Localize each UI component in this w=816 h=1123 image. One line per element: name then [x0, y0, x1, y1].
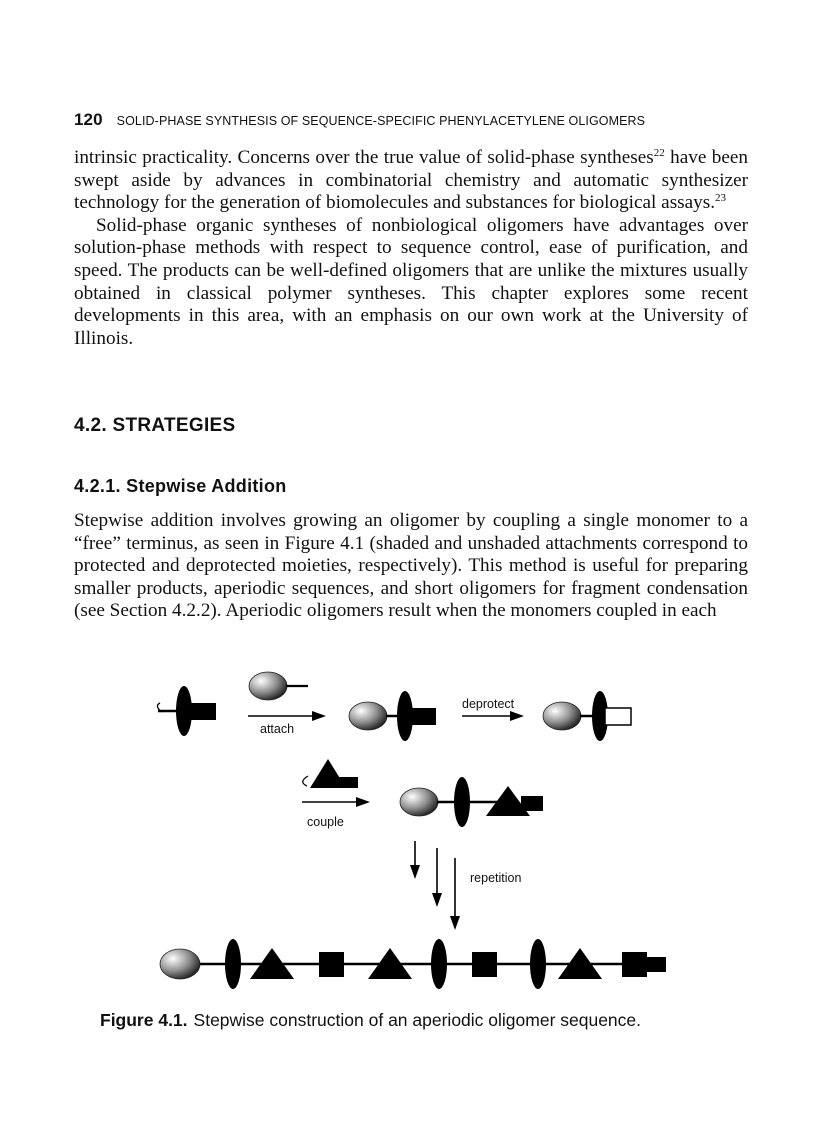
figure-4-1-diagram [140, 668, 680, 998]
final-oligomer-sequence [160, 939, 666, 989]
triangle-monomer-reagent [303, 759, 358, 788]
deprotect-arrow [462, 711, 524, 721]
paragraph-3: Stepwise addition involves growing an oligomer by coupling a single monomer to a “free” terminus, as seen in Figure 4.1 (shaded and unshaded attachments correspond to protected and deprotected moieties, respectively). This method is useful for preparing smaller products, aperiodic sequences, and short oligomers for fragment condensation (see Section 4.2.2). Aperiodic oligomers result when the monomers coupled in each [74, 510, 748, 622]
running-title: SOLID-PHASE SYNTHESIS OF SEQUENCE-SPECIFIC PHENYLACETYLENE OLIGOMERS [116, 114, 646, 128]
body-text-bottom [74, 510, 748, 623]
page-number: 120 [74, 110, 103, 129]
running-header [74, 110, 744, 130]
repetition-arrows [410, 841, 460, 930]
couple-label: couple [307, 815, 344, 829]
section-heading: 4.2. STRATEGIES [74, 415, 236, 436]
body-text-top [74, 147, 748, 350]
attach-label: attach [260, 722, 295, 736]
reference-22: 22 [653, 147, 665, 159]
subsection-heading: 4.2.1. Stepwise Addition [74, 476, 287, 496]
start-linker-protected [157, 686, 216, 736]
paragraph-1 [74, 147, 748, 215]
bead-linker-deprotected [543, 691, 631, 741]
repetition-label: repetition [470, 871, 522, 885]
paragraph-1-text-a: intrinsic practicality. Concerns over the true value of solid-phase syntheses [74, 147, 654, 168]
bead-linker-protected [349, 691, 436, 741]
paragraph-1-text-b: have been swept aside by advances in combinatorial chemistry and automatic synthesizer technology for the generation of biomolecules and substances for biological assays. [74, 147, 748, 214]
figure-caption-label: Figure 4.1. [100, 1010, 188, 1030]
reference-23: 23 [715, 192, 727, 205]
figure-caption [100, 1010, 740, 1031]
attach-arrow [248, 711, 326, 721]
figure-caption-text: Stepwise construction of an aperiodic oligomer sequence. [193, 1010, 642, 1030]
paragraph-2: Solid-phase organic syntheses of nonbiological oligomers have advantages over solution-phase methods with respect to sequence control, ease of purification, and speed. The products can be well-defined oligomers that are unlike the mixtures usually obtained in classical polymer syntheses. This chapter explores some recent developments in this area, with an emphasis on our own work at the University of Illinois. [74, 214, 748, 349]
couple-arrow [302, 797, 370, 807]
deprotect-label: deprotect [462, 697, 515, 711]
bead-linker-triangle-product [400, 777, 543, 827]
resin-bead-reagent [249, 672, 308, 700]
